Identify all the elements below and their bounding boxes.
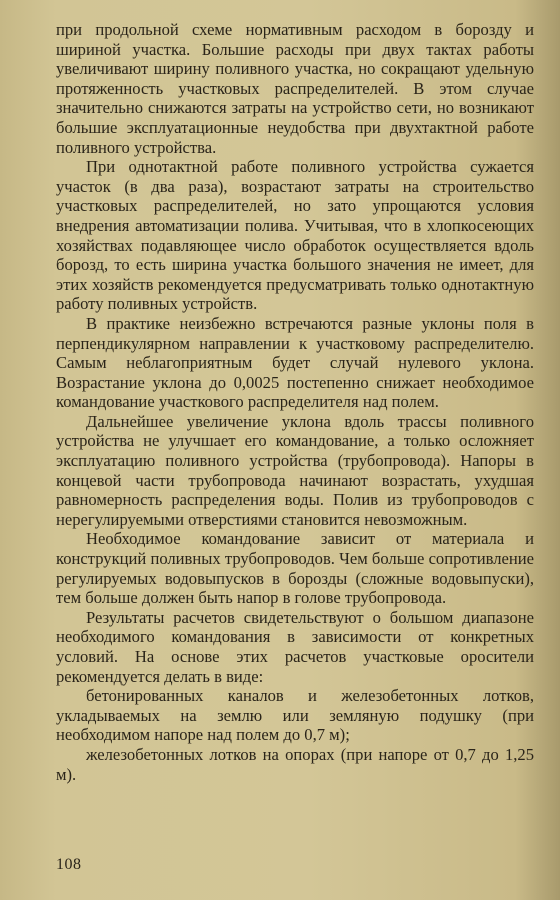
list-item-1: бетонированных каналов и железобетонных лотков, укладываемых на землю или земляную подушку (при необходимом напоре над полем до 0,7 м); [56,686,534,745]
paragraph-4: Дальнейшее увеличение уклона вдоль трассы поливного устройства не улучшает его командование, а только осложняет эксплуатацию поливного устройства (трубопровода). Напоры в концевой части трубопровода начинают возрастать, ухудшая равномерность распределения воды. Полив из трубопроводов с нерегулируемыми отверстиями становится невозможным. [56,411,534,529]
paragraph-5: Необходимое командование зависит от материала и конструкций поливных трубопроводов. Чем больше сопротивление регулируемых водовыпусков в борозды (сложные водовыпуски), тем больше должен быть напор в голове трубопровода. [56,529,535,608]
paragraph-6: Результаты расчетов свидетельствуют о большом диапазоне необходимого командования в зависимости от конкретных условий. На основе этих расчетов участковые оросители рекомендуется делать в виде: [56,607,534,686]
paragraph-3: В практике неизбежно встречаются разные уклоны поля в перпендикулярном направлении к участковому распределителю. Самым неблагоприятным будет случай нулевого уклона. Возрастание уклона до 0,0025 постепенно снижает необходимое командование участкового распределителя над полем. [56,313,534,412]
body-text [56,20,534,784]
page-number: 108 [56,856,82,873]
paragraph-2: При однотактной работе поливного устройства сужается участок (в два раза), возрастают затраты на строительство участковых распределителей, но зато упрощаются условия внедрения автоматизации полива. Учитывая, что в хлопкосеющих хозяйствах подавляющее число обработок осуществляется вдоль борозд, то есть ширина участка большого значения не имеет, для этих хозяйств рекомендуется предусматривать только однотактную работу поливных устройств. [56,157,534,314]
list-item-2: железобетонных лотков на опорах (при напоре от 0,7 до 1,25 м). [56,744,534,784]
paragraph-1: при продольной схеме нормативным расходом в борозду и шириной участка. Большие расходы при двух тактах работы увеличивают ширину поливного участка, но сокращают удельную протяженность участковых распределителей. В этом случае значительно снижаются затраты на устройство сети, но возникают большие эксплуатационные неудобства при двухтактной работе поливного устройства. [56,20,534,157]
